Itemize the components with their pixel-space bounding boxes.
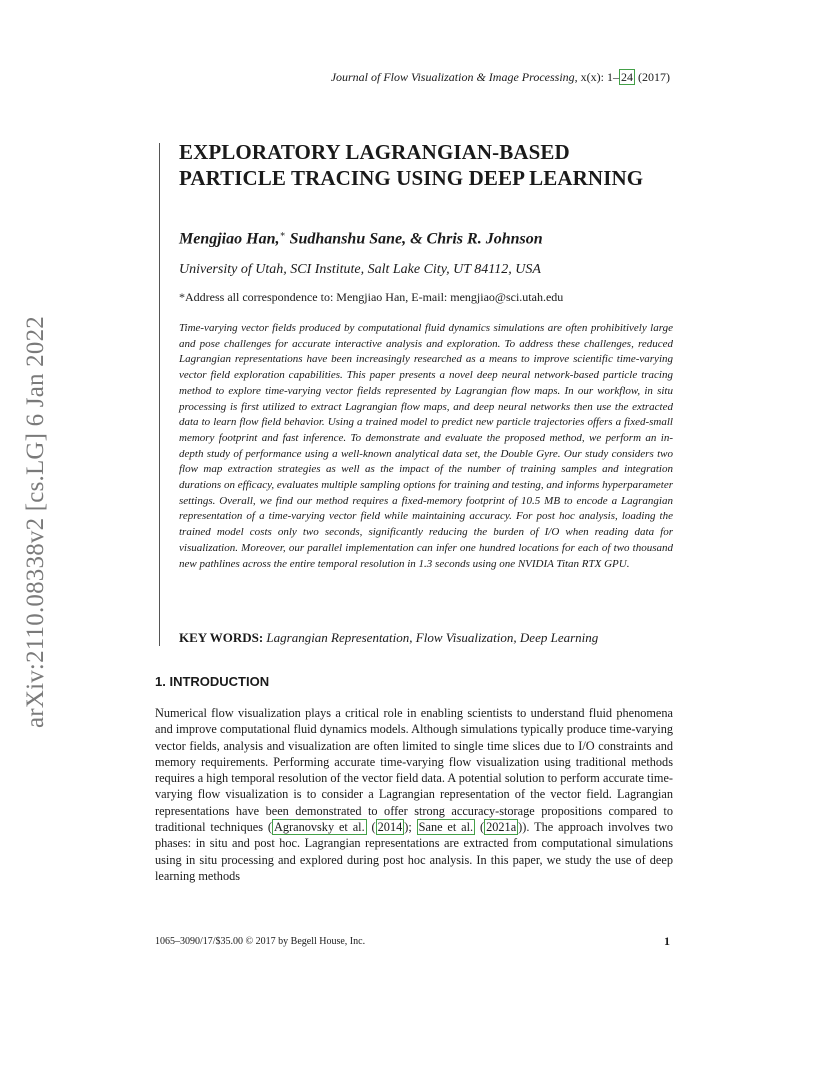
citation-link-agranovsky[interactable]: Agranovsky et al. [273, 820, 365, 835]
paper-title: EXPLORATORY LAGRANGIAN-BASED PARTICLE TRACING USING DEEP LEARNING [179, 140, 644, 190]
keywords-list: Lagrangian Representation, Flow Visualization, Deep Learning [263, 630, 599, 645]
arxiv-identifier-sidebar [18, 296, 54, 748]
running-head [331, 70, 670, 85]
introduction-paragraph [155, 705, 673, 884]
author-1: Mengjiao Han, [179, 230, 280, 248]
journal-year: (2017) [635, 70, 670, 84]
citation-separator: ( [366, 820, 376, 835]
citation-delimiter: ); [404, 820, 417, 835]
correspondence-note: *Address all correspondence to: Mengjiao Han, E-mail: mengjiao@sci.utah.edu [179, 290, 564, 304]
keywords [179, 630, 598, 646]
corresponding-author-mark: ∗ [279, 229, 286, 239]
abstract: Time-varying vector fields produced by computational fluid dynamics simulations are often prohibitively large and pose challenges for accurate interactive analysis and exploration. To address these challenges, reduced Lagrangian representations have been increasingly researched as a means to improve scientific time-varying vector field exploration capabilities. This paper presents a novel deep neural network-based particle tracing method to explore time-varying vector fields represented by Lagrangian flow maps. In our workflow, in situ processing is first utilized to extract Lagrangian flow maps, and deep neural networks then use the extracted data to learn flow field behavior. Using a trained model to predict new particle trajectories offers a fixed-small memory footprint and fast inference. To demonstrate and evaluate the proposed method, we perform an in-depth study of performance using a well-known analytical data set, the Double Gyre. Our study considers two flow map extraction strategies as well as the impact of the number of training samples and integration durations on efficacy, evaluates multiple sampling options for training and testing, and informs hyperparameter settings. Overall, we find our method requires a fixed-memory footprint of 10.5 MB to encode a Lagrangian representation of a time-varying vector field while maintaining accuracy. For post hoc analysis, loading the trained model costs only two seconds, significantly reducing the burden of I/O when reading data for visualization. Moreover, our parallel implementation can infer one hundred locations for each of two thousand new pathlines across the entire temporal resolution in 1.3 seconds using one NVIDIA Titan RTX GPU. [179, 322, 673, 570]
affiliation: University of Utah, SCI Institute, Salt Lake City, UT 84112, USA [179, 262, 541, 277]
page-number: 1 [664, 934, 670, 948]
footer-copyright: 1065–3090/17/$35.00 © 2017 by Begell House, Inc. [155, 936, 366, 947]
intro-text-end: )). The approach involves two phases: in situ and post hoc. Lagrangian representations are extracted from computational simulations using in situ processing and explored during post hoc analysis. In this paper, we study the use of deep learning methods [155, 820, 674, 883]
citation-link-sane[interactable]: Sane et al. [418, 820, 474, 835]
citation-year-link-2014[interactable]: 2014 [377, 820, 403, 835]
journal-volume: , x(x): 1– [574, 70, 619, 84]
citation-separator: ( [475, 820, 485, 835]
citation-year-link-2021a[interactable]: 2021a [486, 820, 517, 835]
last-page-link[interactable]: 24 [621, 70, 633, 84]
keywords-label: KEY WORDS: [179, 630, 264, 645]
co-authors: Sudhanshu Sane, & Chris R. Johnson [285, 230, 543, 248]
journal-name: Journal of Flow Visualization & Image Processing [330, 70, 575, 84]
intro-text-start: Numerical flow visualization plays a critical role in enabling scientists to understand fluid phenomena and improve computational fluid dynamics models. Although simulations typically produce time-varying vector fields, analysis and visualization are often limited to single time slices due to I/O constraints and memory requirements. Performing accurate time-varying flow visualization using traditional methods requires a high temporal resolution of the vector field data. A potential solution to perform accurate time-varying flow visualization is to consider a Lagrangian representation of the vector field. Lagrangian representations have been demonstrated to offer strong accuracy-storage propositions compared to traditional techniques ( [155, 706, 673, 835]
section-heading: 1. INTRODUCTION [155, 674, 270, 689]
author-list [179, 229, 543, 248]
title-block-rule [159, 143, 160, 646]
arxiv-identifier-text: arXiv:2110.08338v2 [cs.LG] 6 Jan 2022 [22, 316, 49, 728]
